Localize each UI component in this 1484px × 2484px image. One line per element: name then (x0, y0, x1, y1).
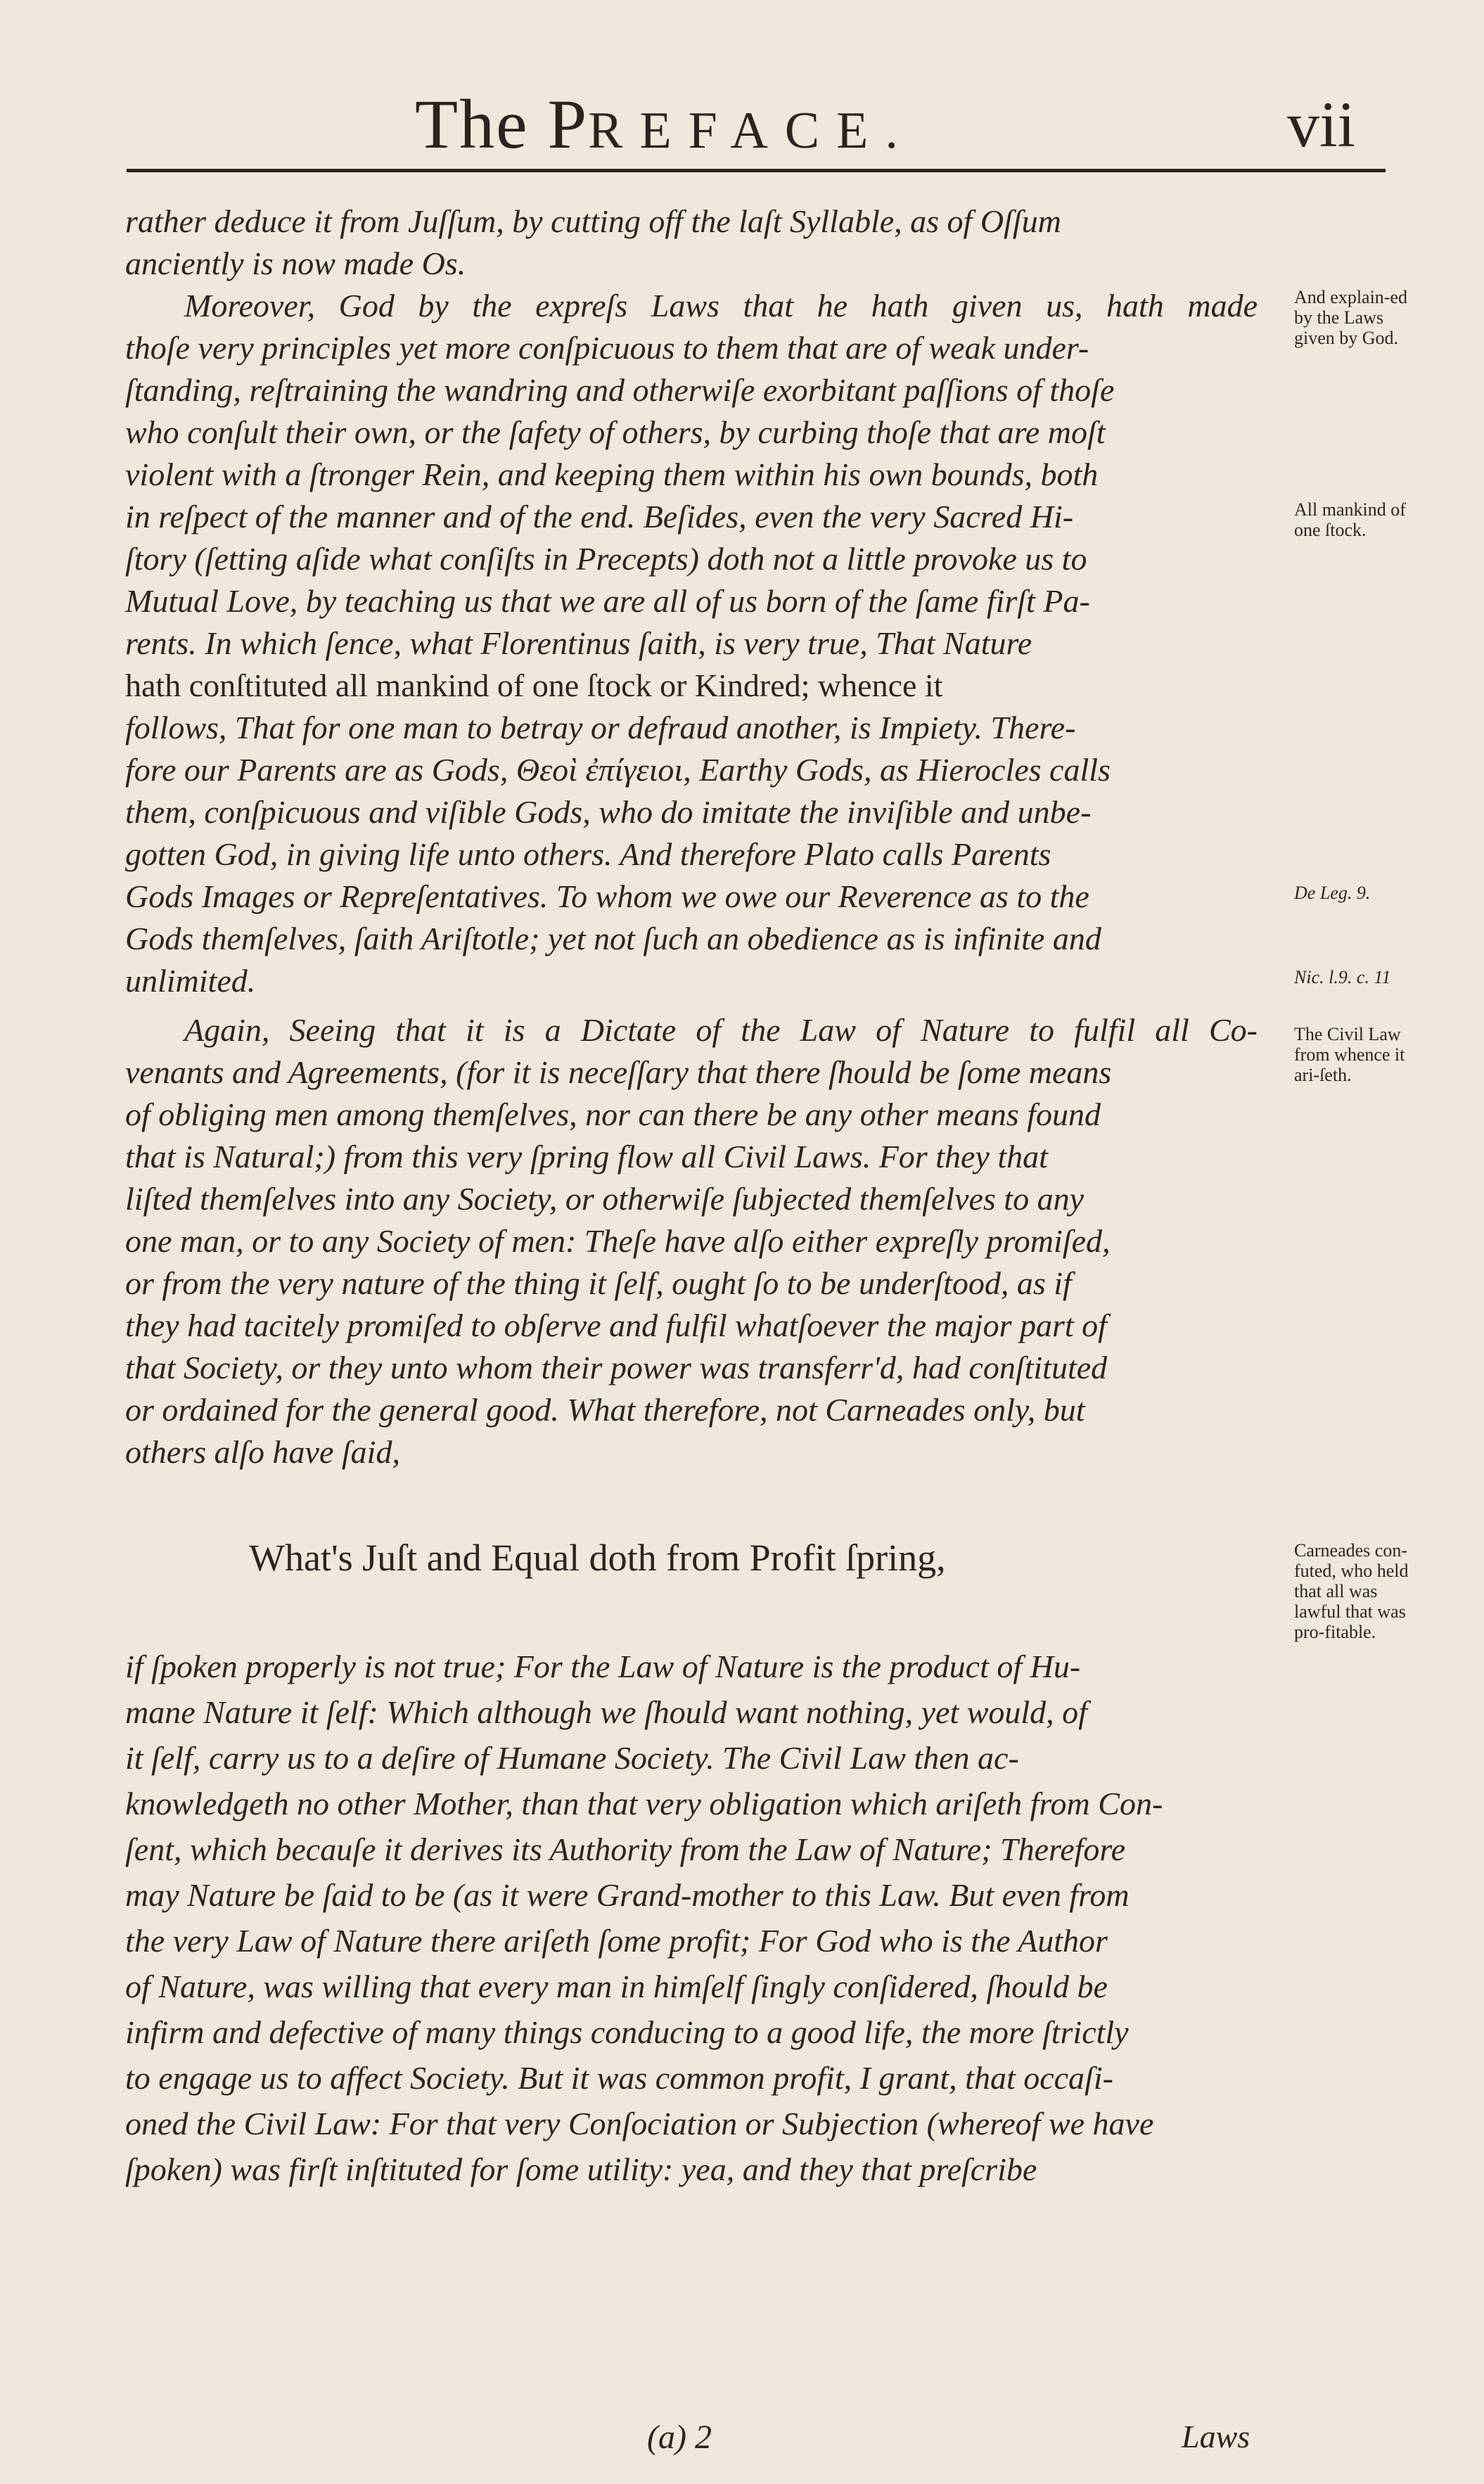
text-line: violent with a ſtronger Rein, and keeping them within his own bounds, both (125, 456, 1099, 492)
text-line: anciently is now made Os. (125, 245, 466, 281)
text-line: if ſpoken properly is not true; For the Law of Nature is the product of Hu- (125, 1648, 1081, 1684)
margin-note: Nic. l.9. c. 11 (1294, 967, 1391, 987)
header-rule (127, 169, 1386, 172)
text-line: Gods themſelves, ſaith Ariſtotle; yet not ſuch an obedience as is infinite and (125, 921, 1101, 956)
text-line: Again, Seeing that it is a Dictate of the Law of Nature to fulfil all Co- (184, 1012, 1258, 1048)
page-number: vii (1287, 89, 1356, 160)
text-line: ſpoken) was firſt inſtituted for ſome utility: yea, and they that preſcribe (125, 2151, 1037, 2187)
text-line: one man, or to any Society of men: Theſe have alſo either expreſly promiſed, (125, 1223, 1111, 1259)
text-line: rents. In which ſence, what Florentinus ſaith, is very true, That Nature (125, 625, 1032, 661)
title-word-the: The (415, 85, 529, 163)
running-header (0, 65, 1484, 170)
text-line: may Nature be ſaid to be (as it were Grand-mother to this Law. But even from (125, 1877, 1130, 1913)
text-line: venants and Agreements, (for it is neceſſary that there ſhould be ſome means (125, 1054, 1112, 1090)
text-line: that is Natural;) from this very ſpring flow all Civil Laws. For they that (125, 1139, 1048, 1174)
text-line: ſtory (ſetting aſide what conſiſts in Precepts) doth not a little provoke us to (125, 541, 1087, 577)
text-line: liſted themſelves into any Society, or otherwiſe ſubjected themſelves to any (125, 1181, 1084, 1217)
text-line: to engage us to affect Society. But it was common profit, I grant, that occaſi- (125, 2060, 1113, 2096)
text-line: who conſult their own, or the ſafety of others, by curbing thoſe that are moſt (125, 414, 1106, 450)
signature-mark: (a) 2 (647, 2419, 712, 2456)
text-line: thoſe very principles yet more conſpicuous to them that are of weak under- (125, 330, 1089, 366)
text-line: oned the Civil Law: For that very Conſociation or Subjection (whereof we have (125, 2106, 1154, 2142)
quoted-verse: What's Juſt and Equal doth from Profit ſpring, (249, 1537, 946, 1579)
text-line: it ſelf, carry us to a deſire of Humane Society. The Civil Law then ac- (125, 1740, 1019, 1776)
text-line: or from the very nature of the thing it ſelf, ought ſo to be underſtood, as if (125, 1265, 1072, 1301)
title-word-preface: REFACE. (588, 102, 915, 160)
text-line: follows, That for one man to betray or defraud another, is Impiety. There- (125, 710, 1076, 745)
running-title (415, 86, 915, 169)
text-line: the very Law of Nature there ariſeth ſome profit; For God who is the Author (125, 1923, 1108, 1959)
text-line: Mutual Love, by teaching us that we are all of us born of the ſame firſt Pa- (125, 583, 1090, 619)
text-line: Moreover, God by the expreſs Laws that he hath given us, hath made (184, 288, 1258, 324)
text-line: Gods Images or Repreſentatives. To whom we owe our Reverence as to the (125, 878, 1089, 914)
text-line: that Society, or they unto whom their power was transferr'd, had conſtituted (125, 1350, 1108, 1385)
text-line: rather deduce it from Juſſum, by cutting off the laſt Syllable, as of Oſſum (125, 203, 1061, 239)
margin-note: All mankind of one ſtock. (1294, 499, 1406, 540)
text-line: infirm and defective of many things conducing to a good life, the more ſtrictly (125, 2014, 1129, 2050)
margin-note: And explain-ed by the Laws given by God. (1294, 287, 1408, 348)
text-line: or ordained for the general good. What therefore, not Carneades only, but (125, 1392, 1085, 1428)
text-line: hath conſtituted all mankind of one ſtock or Kindred; whence it (125, 667, 943, 703)
text-line: unlimited. (125, 963, 256, 999)
text-line: mane Nature it ſelf: Which although we ſhould want nothing, yet would, of (125, 1694, 1087, 1730)
text-line: others alſo have ſaid, (125, 1434, 400, 1470)
text-line: them, conſpicuous and viſible Gods, who do imitate the inviſible and unbe- (125, 794, 1092, 830)
margin-note: Carneades con-futed, who held that all was lawful that was pro-fitable. (1294, 1540, 1409, 1642)
margin-note: The Civil Law from whence it ari-ſeth. (1294, 1024, 1405, 1085)
text-line: knowledgeth no other Mother, than that very obligation which ariſeth from Con- (125, 1786, 1163, 1822)
catchword: Laws (1182, 2419, 1250, 2454)
text-line: fore our Parents are as Gods, Θεοὶ ἐπίγειοι, Earthy Gods, as Hierocles calls (125, 752, 1111, 788)
text-line: in reſpect of the manner and of the end. Beſides, even the very Sacred Hi- (125, 499, 1074, 534)
text-line: of obliging men among themſelves, nor can there be any other means found (125, 1096, 1101, 1132)
text-line: ſtanding, reſtraining the wandring and otherwiſe exorbitant paſſions of thoſe (125, 372, 1115, 408)
text-line: of Nature, was willing that every man in himſelf ſingly conſidered, ſhould be (125, 1968, 1108, 2004)
text-line: gotten God, in giving life unto others. And therefore Plato calls Parents (125, 836, 1051, 872)
text-line: they had tacitely promiſed to obſerve and fulfil whatſoever the major part of (125, 1307, 1107, 1343)
margin-note: De Leg. 9. (1294, 883, 1371, 903)
text-line: ſent, which becauſe it derives its Authority from the Law of Nature; Therefore (125, 1831, 1126, 1867)
title-initial: P (547, 85, 589, 163)
